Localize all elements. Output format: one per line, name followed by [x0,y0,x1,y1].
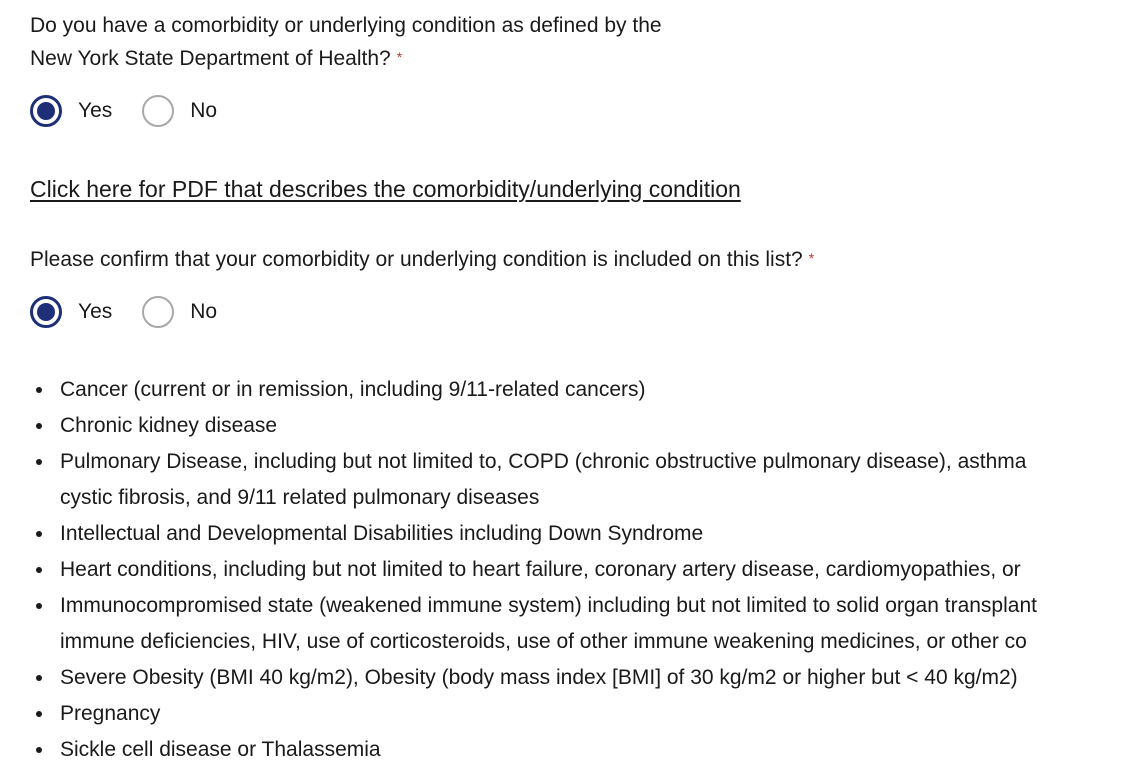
list-item-text: Pregnancy [60,702,161,725]
list-item-text: Heart conditions, including but not limited to heart failure, coronary artery disease, cardiomyopathies, or [60,558,1021,581]
list-item [36,372,1037,408]
bullet-icon [36,423,42,429]
list-item-text: Chronic kidney disease [60,414,278,437]
comorbidity-yes-option[interactable] [30,95,112,127]
confirm-yes-radio[interactable] [30,296,62,328]
list-item [36,444,1037,516]
confirm-no-radio[interactable] [142,296,174,328]
bullet-icon [36,459,42,465]
question-confirm-list-text: Please confirm that your comorbidity or underlying condition is included on this list? [30,248,803,271]
comorbidity-no-option[interactable] [142,95,217,127]
confirm-yes-label[interactable]: Yes [78,300,113,323]
conditions-list [36,372,1037,768]
bullet-icon [36,531,42,537]
list-item-text: Severe Obesity (BMI 40 kg/m2), Obesity (body mass index [BMI] of 30 kg/m2 or higher but < 40 kg/m2) [60,666,1018,689]
bullet-icon [36,747,42,753]
comorbidity-no-radio[interactable] [142,95,174,127]
bullet-icon [36,603,42,609]
question-confirm-list [30,243,814,276]
list-item [36,660,1037,696]
bullet-icon [36,387,42,393]
confirm-no-label[interactable]: No [190,300,218,323]
bullet-icon [36,567,42,573]
comorbidity-yes-label[interactable]: Yes [78,99,113,122]
question-comorbidity-line2: New York State Department of Health? [30,47,391,70]
list-item-text-continued: cystic fibrosis, and 9/11 related pulmonary diseases [60,486,540,509]
bullet-icon [36,675,42,681]
comorbidity-radio-group [30,95,247,127]
list-item-text: Sickle cell disease or Thalassemia [60,738,381,761]
confirm-radio-group [30,296,247,328]
confirm-yes-option[interactable] [30,296,112,328]
bullet-icon [36,711,42,717]
question-comorbidity-line2-row [30,42,662,75]
list-item [36,732,1037,768]
question-comorbidity [30,9,662,75]
list-item-text: Pulmonary Disease, including but not limited to, COPD (chronic obstructive pulmonary disease), asthma [60,450,1027,473]
list-item [36,588,1037,660]
required-marker: * [396,49,403,65]
list-item-text-continued: immune deficiencies, HIV, use of corticosteroids, use of other immune weakening medicines, or other co [60,630,1027,653]
comorbidity-yes-radio[interactable] [30,95,62,127]
required-marker: * [808,250,815,266]
confirm-no-option[interactable] [142,296,217,328]
list-item [36,696,1037,732]
list-item-text: Cancer (current or in remission, including 9/11-related cancers) [60,378,646,401]
list-item-text: Immunocompromised state (weakened immune system) including but not limited to solid organ transplant [60,594,1037,617]
list-item [36,552,1037,588]
comorbidity-no-label[interactable]: No [190,99,218,122]
question-comorbidity-line1: Do you have a comorbidity or underlying condition as defined by the [30,14,662,37]
list-item [36,516,1037,552]
list-item-text: Intellectual and Developmental Disabilities including Down Syndrome [60,522,704,545]
comorbidity-pdf-link[interactable]: Click here for PDF that describes the comorbidity/underlying condition [30,176,741,202]
list-item [36,408,1037,444]
